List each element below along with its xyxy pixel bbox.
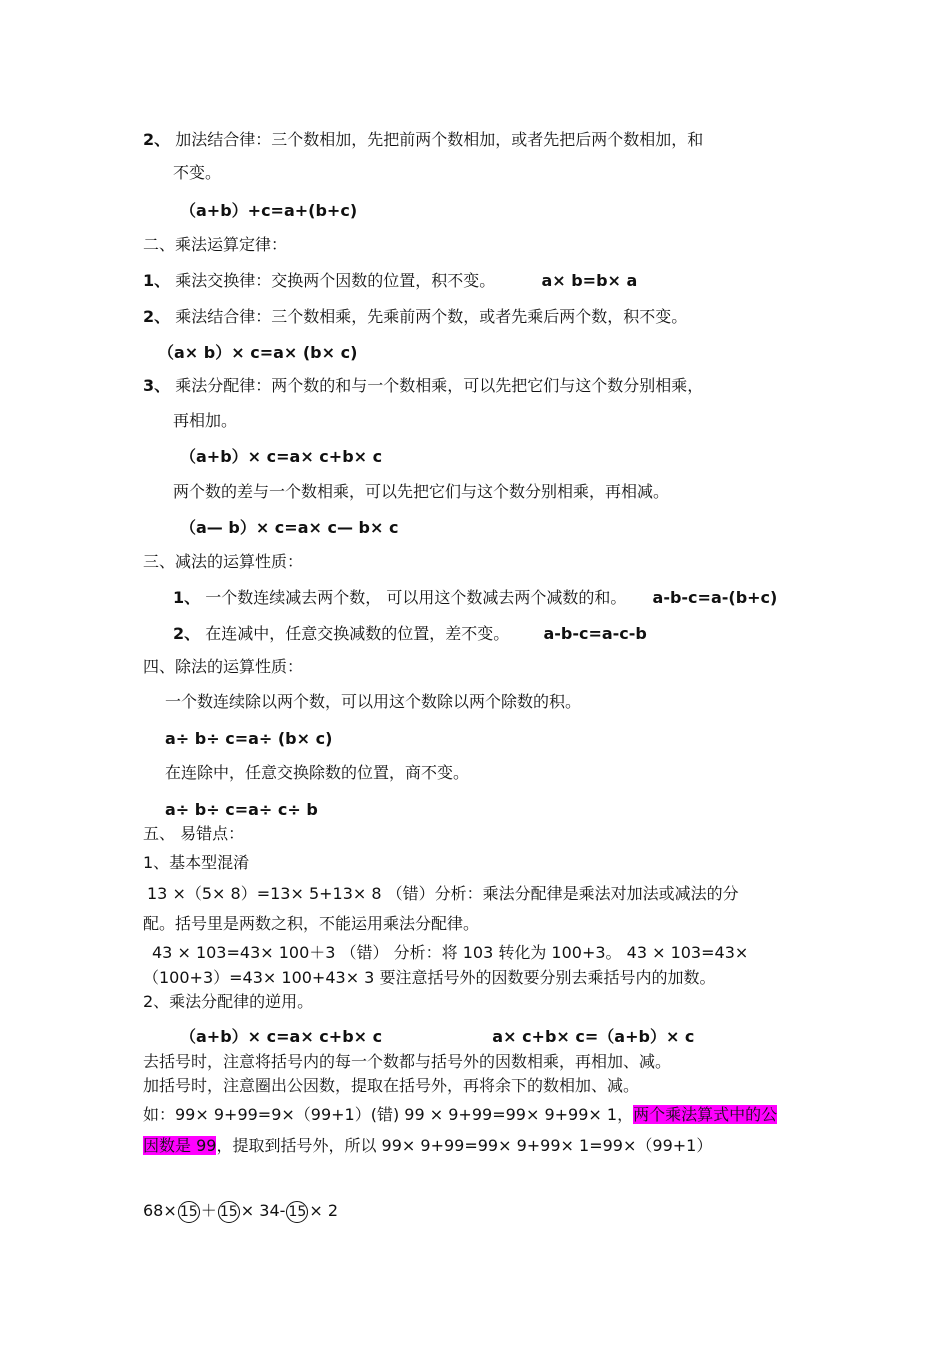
example-1-line-2: 配。括号里是两数之积，不能运用乘法分配律。 (143, 914, 480, 933)
division-rule-2-formula: a÷ b÷ c=a÷ c÷ b (165, 800, 318, 819)
division-rule-2-text: 在连除中，任意交换除数的位置，商不变。 (165, 763, 470, 782)
circled-number: 15 (178, 1201, 200, 1223)
add-brackets-text: 加括号时，注意圈出公因数，提取在括号外，再将余下的数相加、减。 (143, 1076, 640, 1095)
example-3-line-1 (143, 1104, 777, 1126)
remove-brackets-text: 去括号时，注意将括号内的每一个数都与括号外的因数相乘，再相加、减。 (143, 1052, 672, 1071)
section-heading-multiplication: 二、乘法运算定律： (143, 235, 288, 254)
example-2-line-2: （100+3）=43× 100+43× 3 要注意括号外的因数要分别去乘括号内的加数。 (143, 968, 716, 987)
expr-part: 68× (143, 1201, 177, 1220)
line-commutative-mult (143, 271, 637, 291)
assoc-add-cont: 不变。 (173, 163, 222, 182)
distributive-formula-sub: （a— b）× c=a× c— b× c (180, 518, 399, 537)
expr-part: × 2 (309, 1201, 339, 1220)
expr-part: × 34- (240, 1201, 286, 1220)
line-assoc-mult (143, 307, 687, 327)
division-rule-1-text: 一个数连续除以两个数，可以用这个数除以两个除数的积。 (165, 692, 582, 711)
example-2-line-1: 43 × 103=43× 100＋3 （错） 分析：将 103 转化为 100+3。 43 × 103=43× (152, 943, 749, 962)
section-heading-subtraction: 三、减法的运算性质： (143, 552, 304, 571)
sub-rule-1-text: 一个数连续减去两个数， 可以用这个数减去两个减数的和。 (205, 588, 627, 607)
distributive-text: 乘法分配律：两个数的和与一个数相乘，可以先把它们与这个数分别相乘， (175, 376, 704, 395)
distributive-cont: 再相加。 (173, 411, 238, 430)
example-3-line-2 (143, 1135, 712, 1157)
pitfall-subheading-1: 1、基本型混淆 (143, 853, 250, 872)
example-1-line-1: 13 ×（5× 8）=13× 5+13× 8 （错）分析：乘法分配律是乘法对加法或减法的分 (147, 884, 739, 903)
section-heading-division: 四、除法的运算性质： (143, 657, 304, 676)
assoc-mult-formula: （a× b）× c=a× (b× c) (158, 343, 358, 362)
sub-rule-1-formula: a-b-c=a-(b+c) (652, 588, 778, 607)
highlighted-text: 因数是 99 (143, 1136, 217, 1155)
example-3-text: 如：99× 9+99=9×（99+1）(错) 99 × 9+99=99× 9+99× 1， (143, 1105, 634, 1124)
distributive-diff-text: 两个数的差与一个数相乘，可以先把它们与这个数分别相乘，再相减。 (173, 482, 670, 501)
line-distributive (143, 376, 703, 396)
distributive-formula: （a+b）× c=a× c+b× c (180, 1027, 383, 1046)
circled-number: 15 (286, 1201, 308, 1223)
line-assoc-add (143, 130, 703, 150)
line-sub-rule-2 (173, 624, 647, 644)
expr-part: ＋ (200, 1201, 217, 1220)
pitfall-subheading-2: 2、乘法分配律的逆用。 (143, 992, 314, 1011)
example-3-conclusion: ，提取到括号外，所以 99× 9+99=99× 9+99× 1=99×（99+1） (216, 1136, 713, 1155)
reverse-distributive-formula: a× c+b× c=（a+b）× c (492, 1027, 695, 1046)
highlighted-text: 两个乘法算式中的公 (633, 1105, 778, 1124)
division-rule-1-formula: a÷ b÷ c=a÷ (b× c) (165, 729, 333, 748)
assoc-add-text: 加法结合律：三个数相加，先把前两个数相加，或者先把后两个数相加，和 (175, 130, 704, 149)
circled-number: 15 (218, 1201, 240, 1223)
item-number: 2、 (173, 624, 201, 643)
item-number: 1、 (143, 271, 171, 290)
line-sub-rule-1 (173, 588, 777, 608)
assoc-add-formula: （a+b）+c=a+(b+c) (180, 201, 358, 220)
item-number: 2、 (143, 130, 171, 149)
sub-rule-2-text: 在连减中，任意交换减数的位置，差不变。 (205, 624, 510, 643)
item-number: 2、 (143, 307, 171, 326)
item-number: 3、 (143, 376, 171, 395)
commutative-mult-text: 乘法交换律：交换两个因数的位置，积不变。 (175, 271, 496, 290)
sub-rule-2-formula: a-b-c=a-c-b (543, 624, 647, 643)
circled-factor-expression (143, 1199, 338, 1223)
assoc-mult-text: 乘法结合律：三个数相乘，先乘前两个数，或者先乘后两个数，积不变。 (175, 307, 688, 326)
distributive-formula-add: （a+b）× c=a× c+b× c (180, 447, 383, 466)
commutative-mult-formula: a× b=b× a (541, 271, 638, 290)
section-heading-pitfalls: 五、 易错点： (143, 824, 245, 843)
reverse-distributive-formulas (180, 1027, 694, 1047)
item-number: 1、 (173, 588, 201, 607)
